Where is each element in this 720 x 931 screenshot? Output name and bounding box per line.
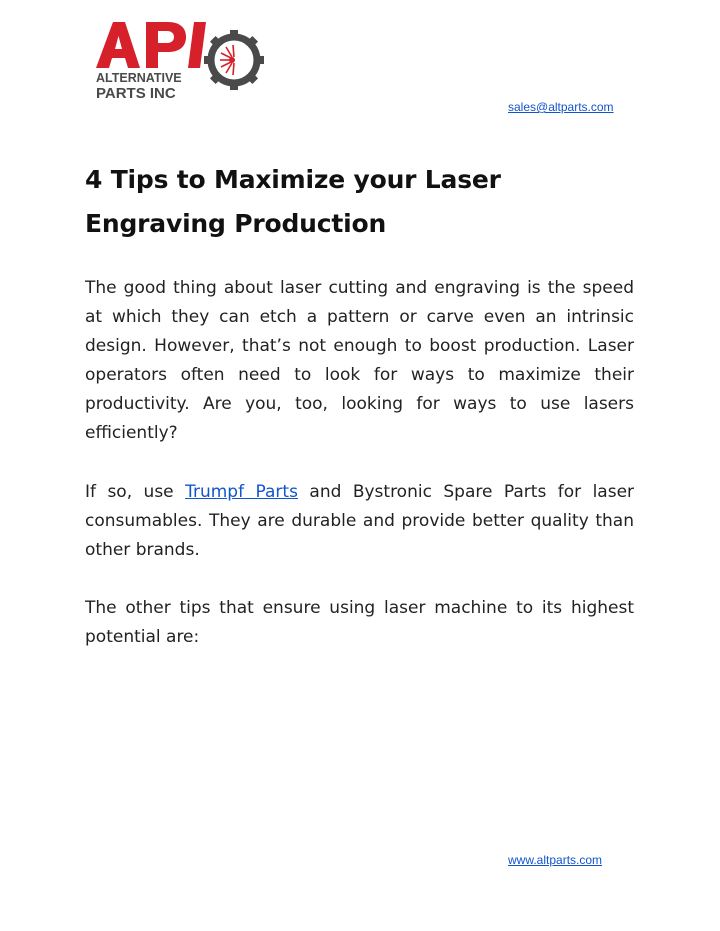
website-link[interactable]: www.altparts.com xyxy=(508,853,603,867)
paragraph-text-after: and Bystronic Spare Parts for laser consumables. They are durable and provide better quality than other brands. xyxy=(85,482,635,560)
email-link[interactable]: sales@altparts.com xyxy=(508,100,614,114)
article-title: 4 Tips to Maximize your Laser Engraving Production xyxy=(85,165,501,238)
logo-line-alternative: ALTERNATIVE xyxy=(96,71,182,85)
paragraph-intro: The good thing about laser cutting and engraving is the speed at which they can etch a pattern or carve even an intrinsic design. However, that’s not enough to boost production. Laser operators often need to look for ways to maximize their productivity. Are you, too, looking for ways to use lasers efficiently? xyxy=(85,278,634,443)
gear-icon xyxy=(204,30,264,90)
paragraph-trumpf xyxy=(85,478,634,565)
paragraph-tips-intro: The other tips that ensure using laser machine to its highest potential are: xyxy=(85,598,634,647)
paragraph-text-before: If so, use xyxy=(85,482,186,502)
trumpf-parts-link[interactable]: Trumpf Parts xyxy=(185,482,298,502)
logo-line-parts-inc: PARTS INC xyxy=(96,85,176,102)
company-logo xyxy=(94,16,266,104)
